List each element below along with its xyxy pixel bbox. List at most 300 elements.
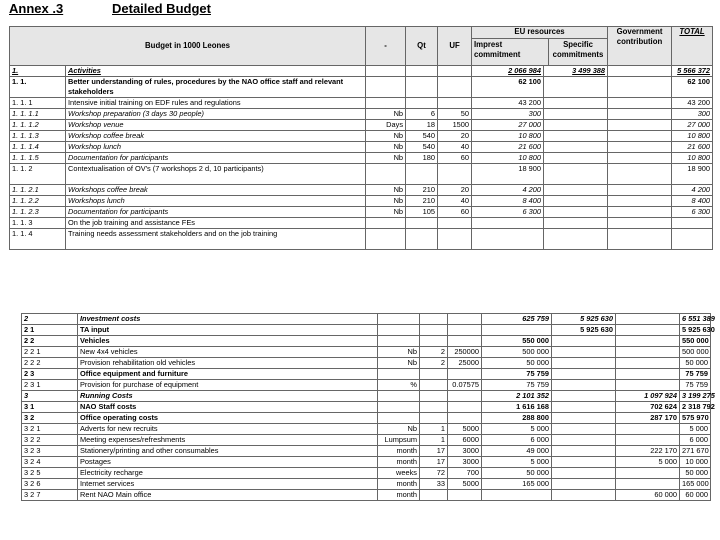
cell-specific [552, 369, 616, 380]
cell-total: 500 000 [680, 347, 711, 358]
table-row [22, 490, 711, 501]
cell-uf: 40 [438, 196, 472, 207]
cell-impest: 50 000 [482, 468, 552, 479]
cell-unit [378, 325, 420, 336]
cell-specific [552, 413, 616, 424]
cell-qty: 2 [420, 358, 448, 369]
cell-uf: 40 [438, 142, 472, 153]
cell-specific [544, 229, 608, 250]
table-row [22, 424, 711, 435]
cell-label: TA input [78, 325, 378, 336]
cell-specific: 5 925 630 [552, 314, 616, 325]
cell-gov [616, 479, 680, 490]
annex-label: Annex .3 [9, 1, 64, 16]
cell-gov [608, 185, 672, 196]
header-unit: - [366, 27, 406, 66]
cell-unit [378, 402, 420, 413]
cell-total: 75 759 [680, 380, 711, 391]
cell-gov [608, 229, 672, 250]
cell-label: Investment costs [78, 314, 378, 325]
cell-qty [420, 336, 448, 347]
cell-specific [552, 347, 616, 358]
cell-unit [366, 229, 406, 250]
cell-unit [378, 336, 420, 347]
cell-specific [552, 336, 616, 347]
cell-label: Workshops coffee break [66, 185, 366, 196]
cell-qty [406, 229, 438, 250]
cell-gov [616, 336, 680, 347]
cell-label: Workshop preparation (3 days 30 people) [66, 109, 366, 120]
cell-impest: 165 000 [482, 479, 552, 490]
cell-label: Workshop venue [66, 120, 366, 131]
cell-gov [608, 153, 672, 164]
cell-unit: Lumpsum [378, 435, 420, 446]
cell-qty [420, 314, 448, 325]
cell-total: 21 600 [672, 142, 713, 153]
cell-total [672, 218, 713, 229]
cell-total: 550 000 [680, 336, 711, 347]
cell-unit: % [378, 380, 420, 391]
cell-gov: 287 170 [616, 413, 680, 424]
table-row [10, 164, 713, 185]
cell-unit [366, 218, 406, 229]
cell-code: 2 1 [22, 325, 78, 336]
cell-code: 2 3 [22, 369, 78, 380]
cell-label: Stationery/printing and other consumables [78, 446, 378, 457]
table-row [22, 435, 711, 446]
cell-total: 165 000 [680, 479, 711, 490]
cell-unit: month [378, 479, 420, 490]
cell-impest: 18 900 [472, 164, 544, 185]
cell-uf [448, 413, 482, 424]
cell-impest: 500 000 [482, 347, 552, 358]
cell-gov [616, 435, 680, 446]
cell-impest: 288 800 [482, 413, 552, 424]
cell-gov [608, 164, 672, 185]
cell-specific [544, 207, 608, 218]
cell-specific [552, 391, 616, 402]
table-row [10, 218, 713, 229]
cell-uf: 5000 [448, 479, 482, 490]
cell-specific [544, 218, 608, 229]
cell-specific [552, 468, 616, 479]
cell-label: Provision rehabilitation old vehicles [78, 358, 378, 369]
cell-label: Internet services [78, 479, 378, 490]
cell-code: 1. 1. 2.3 [10, 207, 66, 218]
cell-total: 8 400 [672, 196, 713, 207]
cell-code: 1. 1. 2.2 [10, 196, 66, 207]
cell-impest: 625 759 [482, 314, 552, 325]
cell-uf: 250000 [448, 347, 482, 358]
cell-specific [552, 457, 616, 468]
cell-total: 43 200 [672, 98, 713, 109]
cell-label: On the job training and assistance FEs [66, 218, 366, 229]
cell-qty: 1 [420, 424, 448, 435]
cell-unit: Nb [378, 358, 420, 369]
cell-uf [448, 314, 482, 325]
cell-specific [552, 435, 616, 446]
eu-resources-label: EU resources [472, 27, 607, 39]
cell-code: 3 2 7 [22, 490, 78, 501]
cell-impest: 6 300 [472, 207, 544, 218]
cell-unit [366, 66, 406, 77]
cell-qty [420, 402, 448, 413]
cell-specific [552, 358, 616, 369]
cell-unit: Nb [378, 424, 420, 435]
cell-uf [438, 98, 472, 109]
cell-unit: Nb [366, 207, 406, 218]
cell-uf [448, 336, 482, 347]
cell-gov: 702 624 [616, 402, 680, 413]
cell-impest: 6 000 [482, 435, 552, 446]
cell-label: Workshop lunch [66, 142, 366, 153]
cell-qty: 180 [406, 153, 438, 164]
cell-qty: 1 [420, 435, 448, 446]
cell-uf: 60 [438, 207, 472, 218]
cell-specific [552, 479, 616, 490]
cell-label: Vehicles [78, 336, 378, 347]
cell-qty [420, 413, 448, 424]
cell-uf [438, 164, 472, 185]
cell-unit [378, 413, 420, 424]
cell-gov [608, 207, 672, 218]
cell-gov [616, 380, 680, 391]
cell-label: Better understanding of rules, procedures by the NAO office staff and relevant stakeholders [66, 77, 366, 98]
table-row [10, 66, 713, 77]
cell-impest: 75 759 [482, 369, 552, 380]
cell-total: 50 000 [680, 468, 711, 479]
cell-total [672, 229, 713, 250]
cell-code: 2 2 1 [22, 347, 78, 358]
cell-total: 10 800 [672, 131, 713, 142]
cell-qty: 18 [406, 120, 438, 131]
activities-body [10, 66, 713, 250]
cell-code: 1. 1. 1.5 [10, 153, 66, 164]
cell-qty [420, 369, 448, 380]
cell-gov [608, 109, 672, 120]
document-header [0, 0, 720, 24]
table-row [22, 380, 711, 391]
cell-specific [552, 424, 616, 435]
cell-gov [616, 424, 680, 435]
cell-uf [448, 490, 482, 501]
table-row [22, 336, 711, 347]
table-row [10, 98, 713, 109]
cell-total: 5 925 630 [680, 325, 711, 336]
header-budget-label: Budget in 1000 Leones [10, 27, 366, 66]
page-gap [0, 294, 720, 313]
cell-qty [406, 98, 438, 109]
cell-impest: 10 800 [472, 153, 544, 164]
cell-gov [608, 131, 672, 142]
cell-unit: Nb [366, 153, 406, 164]
cell-uf [438, 66, 472, 77]
table-row [10, 153, 713, 164]
cell-unit [378, 369, 420, 380]
cell-specific [544, 77, 608, 98]
cell-code: 1. 1. 1.1 [10, 109, 66, 120]
cell-qty [406, 164, 438, 185]
cell-uf [438, 229, 472, 250]
cell-impest [482, 325, 552, 336]
cell-uf: 25000 [448, 358, 482, 369]
cell-impest: 49 000 [482, 446, 552, 457]
cell-impest: 10 800 [472, 131, 544, 142]
cell-total: 575 970 [680, 413, 711, 424]
header-total: TOTAL [672, 27, 713, 66]
cell-impest: 8 400 [472, 196, 544, 207]
cell-gov [608, 196, 672, 207]
cell-label: Training needs assessment stakeholders and on the job training [66, 229, 366, 250]
table-row [10, 109, 713, 120]
cell-unit [366, 77, 406, 98]
cell-qty [406, 77, 438, 98]
cell-gov: 5 000 [616, 457, 680, 468]
cell-label: Documentation for participants [66, 153, 366, 164]
cell-label: Contextualisation of OV's (7 workshops 2 d, 10 participants) [66, 164, 366, 185]
cell-specific [544, 185, 608, 196]
cell-specific [544, 131, 608, 142]
cell-code: 1. 1. 1.2 [10, 120, 66, 131]
cell-unit: Nb [366, 109, 406, 120]
cell-uf [438, 218, 472, 229]
cell-qty: 6 [406, 109, 438, 120]
cell-code: 3 2 5 [22, 468, 78, 479]
cell-total: 3 199 275 [680, 391, 711, 402]
table-row [22, 391, 711, 402]
cell-code: 1. 1. 2.1 [10, 185, 66, 196]
cell-code: 1. 1. 1.4 [10, 142, 66, 153]
cell-gov [608, 98, 672, 109]
cell-gov [608, 120, 672, 131]
cell-impest: 300 [472, 109, 544, 120]
cell-code: 1. 1. 4 [10, 229, 66, 250]
cell-impest: 5 000 [482, 457, 552, 468]
cell-uf: 20 [438, 131, 472, 142]
cell-uf [448, 391, 482, 402]
cell-label: Postages [78, 457, 378, 468]
table-row [10, 196, 713, 207]
cell-impest: 4 200 [472, 185, 544, 196]
cell-uf: 20 [438, 185, 472, 196]
table-row [22, 479, 711, 490]
cell-qty [420, 391, 448, 402]
header-qty: Qt [406, 27, 438, 66]
cell-qty: 540 [406, 142, 438, 153]
cell-label: Provision for purchase of equipment [78, 380, 378, 391]
cell-label: Meeting expenses/refreshments [78, 435, 378, 446]
table-row [22, 325, 711, 336]
cell-qty: 210 [406, 185, 438, 196]
cell-uf [448, 369, 482, 380]
cell-total: 10 800 [672, 153, 713, 164]
cell-uf: 3000 [448, 457, 482, 468]
cell-specific [552, 380, 616, 391]
cell-gov: 222 170 [616, 446, 680, 457]
cell-specific: 3 499 388 [544, 66, 608, 77]
table-row [10, 207, 713, 218]
table-row [22, 457, 711, 468]
cell-impest: 27 000 [472, 120, 544, 131]
cell-total: 50 000 [680, 358, 711, 369]
table-row [10, 229, 713, 250]
cell-label: Intensive initial training on EDF rules and regulations [66, 98, 366, 109]
cell-code: 3 2 4 [22, 457, 78, 468]
cell-uf: 50 [438, 109, 472, 120]
cell-gov [616, 314, 680, 325]
cell-qty: 17 [420, 457, 448, 468]
cell-label: NAO Staff costs [78, 402, 378, 413]
cell-total: 27 000 [672, 120, 713, 131]
table-row [10, 142, 713, 153]
cell-unit: Nb [366, 142, 406, 153]
cell-uf: 6000 [448, 435, 482, 446]
cell-specific [552, 490, 616, 501]
table-row [22, 468, 711, 479]
cell-uf: 3000 [448, 446, 482, 457]
cell-code: 1. [10, 66, 66, 77]
cell-unit: Days [366, 120, 406, 131]
cell-gov [608, 77, 672, 98]
cell-qty [420, 325, 448, 336]
cell-qty [420, 380, 448, 391]
cell-gov [616, 358, 680, 369]
cell-uf [448, 325, 482, 336]
cell-total: 6 551 389 [680, 314, 711, 325]
table-row [22, 358, 711, 369]
cell-qty: 72 [420, 468, 448, 479]
cell-specific [544, 142, 608, 153]
cell-code: 1. 1. 3 [10, 218, 66, 229]
cell-uf: 0.07575 [448, 380, 482, 391]
cell-total: 6 000 [680, 435, 711, 446]
cell-impest: 62 100 [472, 77, 544, 98]
cell-gov [608, 142, 672, 153]
cell-impest: 2 066 984 [472, 66, 544, 77]
cell-qty: 540 [406, 131, 438, 142]
table-row [22, 347, 711, 358]
cell-qty: 2 [420, 347, 448, 358]
cell-label: Workshops lunch [66, 196, 366, 207]
header-eu-resources [472, 27, 608, 66]
cell-unit [378, 391, 420, 402]
cell-label: Rent NAO Main office [78, 490, 378, 501]
cell-total: 10 000 [680, 457, 711, 468]
cell-specific: 5 925 630 [552, 325, 616, 336]
cell-gov: 60 000 [616, 490, 680, 501]
costs-body [22, 314, 715, 501]
table-row [22, 369, 711, 380]
cell-code: 1. 1. 2 [10, 164, 66, 185]
cell-specific [544, 120, 608, 131]
header-government: Government contribution [608, 27, 672, 66]
cell-total: 300 [672, 109, 713, 120]
cell-impest: 5 000 [482, 424, 552, 435]
cell-uf: 700 [448, 468, 482, 479]
cell-label: Running Costs [78, 391, 378, 402]
cell-label: Adverts for new recruits [78, 424, 378, 435]
cell-label: Electricity recharge [78, 468, 378, 479]
table-row [22, 402, 711, 413]
header-uf: UF [438, 27, 472, 66]
table-row [10, 131, 713, 142]
cell-code: 3 2 1 [22, 424, 78, 435]
cell-uf [438, 77, 472, 98]
cell-specific [552, 446, 616, 457]
document-title: Detailed Budget [112, 1, 211, 16]
cell-impest: 1 616 168 [482, 402, 552, 413]
cell-total: 18 900 [672, 164, 713, 185]
cell-label: Activities [66, 66, 366, 77]
cell-impest [472, 229, 544, 250]
budget-table-costs [21, 313, 715, 501]
cell-label: Workshop coffee break [66, 131, 366, 142]
table-row [22, 446, 711, 457]
cell-unit [366, 164, 406, 185]
cell-code: 2 2 [22, 336, 78, 347]
cell-code: 2 3 1 [22, 380, 78, 391]
cell-total: 2 318 792 [680, 402, 711, 413]
cell-unit: weeks [378, 468, 420, 479]
cell-code: 1. 1. 1.3 [10, 131, 66, 142]
cell-uf: 5000 [448, 424, 482, 435]
cell-qty [406, 66, 438, 77]
cell-total: 5 000 [680, 424, 711, 435]
cell-impest: 43 200 [472, 98, 544, 109]
cell-code: 3 1 [22, 402, 78, 413]
cell-unit: Nb [366, 196, 406, 207]
cell-total: 271 670 [680, 446, 711, 457]
cell-impest: 2 101 352 [482, 391, 552, 402]
cell-specific [544, 109, 608, 120]
cell-gov [616, 325, 680, 336]
cell-uf: 60 [438, 153, 472, 164]
cell-qty [406, 218, 438, 229]
cell-code: 2 2 2 [22, 358, 78, 369]
cell-code: 3 2 3 [22, 446, 78, 457]
cell-unit: Nb [378, 347, 420, 358]
cell-gov [616, 468, 680, 479]
cell-label: Office equipment and furniture [78, 369, 378, 380]
cell-code: 2 [22, 314, 78, 325]
cell-total: 60 000 [680, 490, 711, 501]
table-row [10, 120, 713, 131]
cell-unit: month [378, 446, 420, 457]
cell-label: New 4x4 vehicles [78, 347, 378, 358]
cell-impest: 75 759 [482, 380, 552, 391]
cell-code: 3 [22, 391, 78, 402]
cell-specific [544, 98, 608, 109]
cell-uf [448, 402, 482, 413]
cell-code: 3 2 6 [22, 479, 78, 490]
cell-qty: 210 [406, 196, 438, 207]
cell-unit: month [378, 490, 420, 501]
cell-code: 3 2 2 [22, 435, 78, 446]
header-specific: Specific commitments [552, 40, 604, 59]
cell-qty: 105 [406, 207, 438, 218]
cell-qty [420, 490, 448, 501]
cell-gov [608, 218, 672, 229]
cell-gov: 1 097 924 [616, 391, 680, 402]
cell-impest [472, 218, 544, 229]
table-row [22, 413, 711, 424]
cell-unit: month [378, 457, 420, 468]
cell-total: 62 100 [672, 77, 713, 98]
table-row [22, 314, 711, 325]
cell-uf: 1500 [438, 120, 472, 131]
cell-qty: 17 [420, 446, 448, 457]
cell-impest: 21 600 [472, 142, 544, 153]
